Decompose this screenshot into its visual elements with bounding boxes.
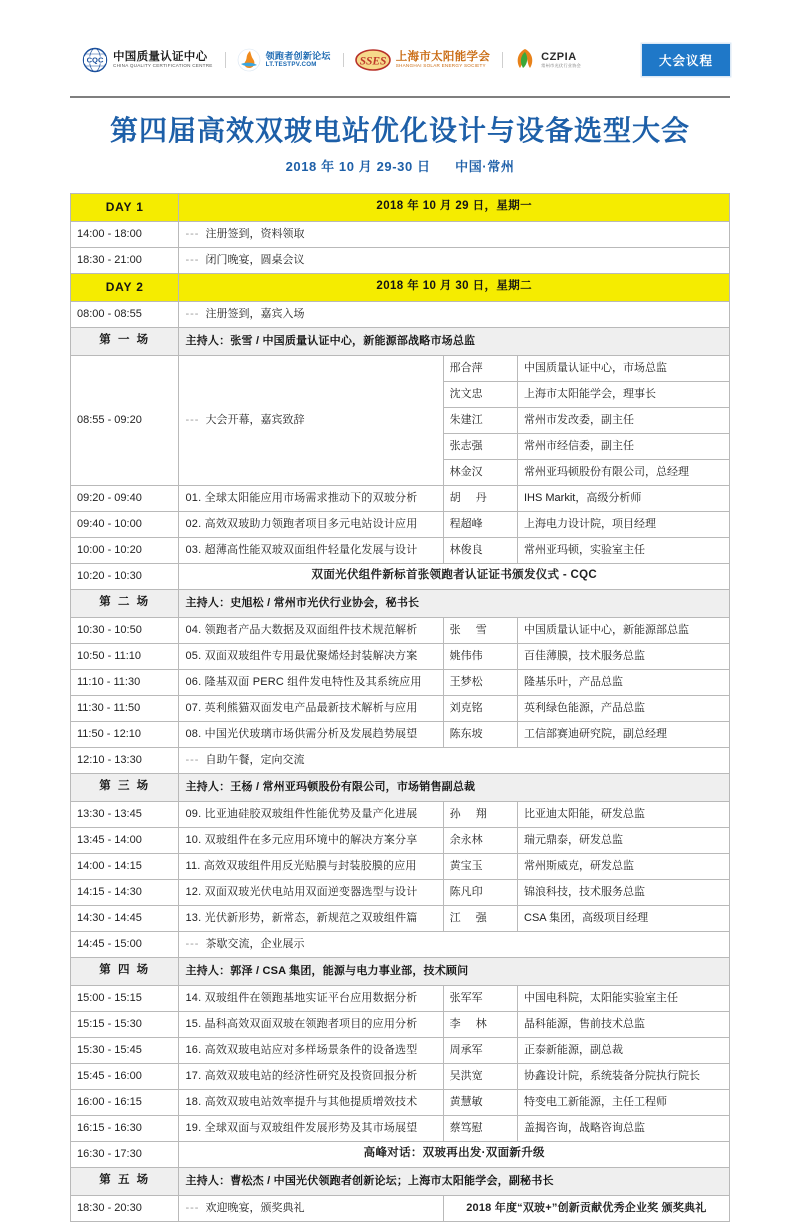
speaker-org: 上海电力设计院，项目经理 [518,511,730,537]
table-row [71,537,730,563]
table-row [71,1089,730,1115]
row-topic-text: 大会开幕，嘉宾致辞 [205,413,305,426]
speaker-name: 黄慧敏 [443,1089,517,1115]
table-row [71,905,730,931]
dash-marker: --- [185,413,200,426]
row-time: 14:30 - 14:45 [71,905,179,931]
sses-emblem-icon [355,49,391,71]
row-topic: 02. 高效双玻助力领跑者项目多元电站设计应用 [179,511,443,537]
session3-label: 第 三 场 [71,773,179,801]
table-row [71,827,730,853]
guest-name: 朱建江 [443,407,517,433]
speaker-name: 吴洪宽 [443,1063,517,1089]
cqc-globe-icon [82,47,108,73]
sponsor-logo-strip [70,47,642,73]
table-row [71,1115,730,1141]
row-time: 16:15 - 16:30 [71,1115,179,1141]
cqc-logo-text [113,51,213,69]
session5-host: 主持人：曹松杰 / 中国光伏领跑者创新论坛；上海市太阳能学会，副秘书长 [179,1167,730,1195]
czpia-leaf-icon [514,48,536,72]
sses-logo-cn: 上海市太阳能学会 [395,51,491,64]
speaker-org: 常州斯威克，研发总监 [518,853,730,879]
row-topic-text: 闭门晚宴，圆桌会议 [205,253,305,266]
flame-leaf-icon [237,48,261,72]
speaker-name: 陈凡印 [443,879,517,905]
day2-date: 2018 年 10 月 30 日，星期二 [179,273,730,301]
guest-org: 常州亚玛顿股份有限公司，总经理 [518,459,730,485]
guest-name: 张志强 [443,433,517,459]
dash-marker: --- [185,307,200,320]
day1-header-row [71,193,730,221]
table-row [71,985,730,1011]
svg-text:SSES: SSES [359,55,387,68]
speaker-org: 晶科能源，售前技术总监 [518,1011,730,1037]
speaker-name: 蔡笃慰 [443,1115,517,1141]
speaker-org: 协鑫设计院，系统装备分院执行院长 [518,1063,730,1089]
row-time: 15:30 - 15:45 [71,1037,179,1063]
row-time: 15:45 - 16:00 [71,1063,179,1089]
table-row [71,801,730,827]
row-topic: 16. 高效双玻电站应对多样场景条件的设备选型 [179,1037,443,1063]
day1-label: DAY 1 [71,193,179,221]
ceremony-text: 双面光伏组件新标首张领跑者认证证书颁发仪式 - CQC [179,563,730,589]
speaker-name: 姚伟伟 [443,643,517,669]
row-time: 15:15 - 15:30 [71,1011,179,1037]
czpia-logo-cn: CZPIA [541,50,577,63]
table-row [71,301,730,327]
speaker-org: 比亚迪太阳能，研发总监 [518,801,730,827]
day2-label: DAY 2 [71,273,179,301]
guest-name: 沈文忠 [443,381,517,407]
dash-marker: --- [185,1201,200,1214]
row-topic: 01. 全球太阳能应用市场需求推动下的双玻分析 [179,485,443,511]
speaker-name: 程超峰 [443,511,517,537]
panel-row [71,1141,730,1167]
row-topic: 04. 领跑者产品大数据及双面组件技术规范解析 [179,617,443,643]
speaker-name: 周承军 [443,1037,517,1063]
lt-testpv-logo-cn: 领跑者创新论坛 [265,50,331,61]
event-date: 2018 年 10 月 29-30 日 [285,158,431,174]
row-topic [179,1195,443,1221]
page-header [70,0,730,88]
row-time: 15:00 - 15:15 [71,985,179,1011]
row-topic [179,355,443,485]
guest-org: 常州市经信委，副主任 [518,433,730,459]
session1-host: 主持人：张雪 / 中国质量认证中心，新能源部战略市场总监 [179,327,730,355]
row-topic [179,221,730,247]
ceremony-row [71,563,730,589]
table-row [71,247,730,273]
guest-org: 上海市太阳能学会，理事长 [518,381,730,407]
cqc-logo-cn: 中国质量认证中心 [113,51,208,64]
row-topic: 19. 全球双面与双玻组件发展形势及其市场展望 [179,1115,443,1141]
closing-row [71,1195,730,1221]
speaker-name: 张 雪 [443,617,517,643]
session2-label: 第 二 场 [71,589,179,617]
row-topic: 11. 高效双玻组件用反光贴膜与封装胶膜的应用 [179,853,443,879]
row-topic: 06. 隆基双面 PERC 组件发电特性及其系统应用 [179,669,443,695]
guest-name: 林金汉 [443,459,517,485]
row-topic: 17. 高效双玻电站的经济性研究及投资回报分析 [179,1063,443,1089]
row-topic: 05. 双面双玻组件专用最优聚烯烃封装解决方案 [179,643,443,669]
table-row [71,853,730,879]
row-time: 13:30 - 13:45 [71,801,179,827]
table-row [71,511,730,537]
row-time: 11:10 - 11:30 [71,669,179,695]
speaker-name: 李 林 [443,1011,517,1037]
speaker-org: 盖揭咨询，战略咨询总监 [518,1115,730,1141]
row-topic: 03. 超薄高性能双玻双面组件轻量化发展与设计 [179,537,443,563]
row-topic: 07. 英利熊猫双面发电产品最新技术解析与应用 [179,695,443,721]
lt-testpv-logo-en: LT.TESTPV.COM [265,60,317,68]
row-topic: 15. 晶科高效双面双玻在领跑者项目的应用分析 [179,1011,443,1037]
row-time: 14:15 - 14:30 [71,879,179,905]
table-row [71,221,730,247]
speaker-name: 黄宝玉 [443,853,517,879]
row-topic: 18. 高效双玻电站效率提升与其他提质增效技术 [179,1089,443,1115]
row-time: 16:00 - 16:15 [71,1089,179,1115]
row-topic-text: 注册签到，资料领取 [205,227,305,240]
row-topic: 10. 双玻组件在多元应用环境中的解决方案分享 [179,827,443,853]
session1-label: 第 一 场 [71,327,179,355]
speaker-org: 工信部赛迪研究院，副总经理 [518,721,730,747]
row-topic-text: 自助午餐，定向交流 [205,753,305,766]
row-topic [179,747,730,773]
table-row [71,1063,730,1089]
speaker-name: 孙 翔 [443,801,517,827]
table-row [71,879,730,905]
dash-marker: --- [185,753,200,766]
dash-marker: --- [185,253,200,266]
czpia-logo-en: 常州市光伏行业协会 [541,63,582,69]
row-topic: 09. 比亚迪硅胶双玻组件性能优势及量产化进展 [179,801,443,827]
agenda-table [70,193,730,1222]
row-time: 18:30 - 21:00 [71,247,179,273]
speaker-org: 常州亚玛顿，实验室主任 [518,537,730,563]
table-row [71,643,730,669]
speaker-org: IHS Markit，高级分析师 [518,485,730,511]
speaker-name: 王梦松 [443,669,517,695]
table-row [71,721,730,747]
table-row [71,695,730,721]
session5-header-row [71,1167,730,1195]
lt-testpv-logo-text [266,52,331,69]
czpia-logo [502,48,593,72]
speaker-org: 正泰新能源，副总裁 [518,1037,730,1063]
row-topic [179,247,730,273]
award-text: 2018 年度“双玻+”创新贡献优秀企业奖 颁奖典礼 [443,1195,729,1221]
cqc-logo-en: CHINA QUALITY CERTIFICATION CENTRE [113,63,213,69]
row-topic-text: 欢迎晚宴，颁奖典礼 [205,1201,305,1214]
speaker-org: 瑞元鼎泰，研发总监 [518,827,730,853]
speaker-name: 张军军 [443,985,517,1011]
row-time: 10:20 - 10:30 [71,563,179,589]
row-time: 11:30 - 11:50 [71,695,179,721]
speaker-org: 锦浪科技，技术服务总监 [518,879,730,905]
speaker-org: 英利绿色能源，产品总监 [518,695,730,721]
row-topic [179,931,730,957]
speaker-name: 余永林 [443,827,517,853]
guest-org: 常州市发改委，副主任 [518,407,730,433]
speaker-name: 胡 丹 [443,485,517,511]
guest-org: 中国质量认证中心，市场总监 [518,355,730,381]
speaker-org: 隆基乐叶，产品总监 [518,669,730,695]
speaker-name: 刘克铭 [443,695,517,721]
table-row [71,1037,730,1063]
row-time: 10:30 - 10:50 [71,617,179,643]
speaker-org: 中国质量认证中心，新能源部总监 [518,617,730,643]
day1-date: 2018 年 10 月 29 日，星期一 [179,193,730,221]
break-row [71,747,730,773]
session2-host: 主持人：史旭松 / 常州市光伏行业协会，秘书长 [179,589,730,617]
row-time: 08:55 - 09:20 [71,355,179,485]
row-time: 10:00 - 10:20 [71,537,179,563]
row-time: 14:45 - 15:00 [71,931,179,957]
cqc-logo [70,47,225,73]
dash-marker: --- [185,937,200,950]
session4-label: 第 四 场 [71,957,179,985]
page-subtitle [70,156,730,175]
dash-marker: --- [185,227,200,240]
sses-logo-text [396,51,490,69]
session2-header-row [71,589,730,617]
agenda-badge: 大会议程 [642,44,730,76]
row-topic: 12. 双面双玻光伏电站用双面逆变器选型与设计 [179,879,443,905]
speaker-org: 中国电科院，太阳能实验室主任 [518,985,730,1011]
break-row [71,931,730,957]
row-time: 12:10 - 13:30 [71,747,179,773]
lt-testpv-logo [225,48,343,72]
speaker-name: 江 强 [443,905,517,931]
row-time: 16:30 - 17:30 [71,1141,179,1167]
row-time: 14:00 - 18:00 [71,221,179,247]
panel-text: 高峰对话：双玻再出发·双面新升级 [179,1141,730,1167]
row-topic [179,301,730,327]
opening-row [71,355,730,381]
session1-header-row [71,327,730,355]
event-location: 中国·常州 [455,158,515,174]
sses-logo [343,49,502,71]
speaker-name: 林俊良 [443,537,517,563]
page-title: 第四届高效双玻电站优化设计与设备选型大会 [109,114,690,147]
speaker-org: 特变电工新能源，主任工程师 [518,1089,730,1115]
day2-header-row [71,273,730,301]
session4-header-row [71,957,730,985]
row-time: 08:00 - 08:55 [71,301,179,327]
speaker-org: CSA 集团，高级项目经理 [518,905,730,931]
row-time: 09:20 - 09:40 [71,485,179,511]
row-topic: 14. 双玻组件在领跑基地实证平台应用数据分析 [179,985,443,1011]
czpia-logo-text [541,52,581,69]
table-row [71,485,730,511]
sses-logo-en: SHANGHAI SOLAR ENERGY SOCIETY [395,63,486,69]
row-time: 18:30 - 20:30 [71,1195,179,1221]
guest-name: 邢合萍 [443,355,517,381]
row-time: 09:40 - 10:00 [71,511,179,537]
row-topic: 13. 光伏新形势，新常态，新规范之双玻组件篇 [179,905,443,931]
row-topic-text: 茶歇交流，企业展示 [205,937,305,950]
table-row [71,617,730,643]
session3-header-row [71,773,730,801]
session3-host: 主持人：王杨 / 常州亚玛顿股份有限公司，市场销售副总裁 [179,773,730,801]
session5-label: 第 五 场 [71,1167,179,1195]
speaker-name: 陈东坡 [443,721,517,747]
title-block [70,98,730,175]
row-topic: 08. 中国光伏玻璃市场供需分析及发展趋势展望 [179,721,443,747]
speaker-org: 百佳薄膜，技术服务总监 [518,643,730,669]
row-time: 13:45 - 14:00 [71,827,179,853]
table-row [71,1011,730,1037]
table-row [71,669,730,695]
session4-host: 主持人：郭泽 / CSA 集团，能源与电力事业部，技术顾问 [179,957,730,985]
svg-text:CQC: CQC [86,55,104,65]
row-time: 11:50 - 12:10 [71,721,179,747]
row-topic-text: 注册签到，嘉宾入场 [205,307,305,320]
row-time: 10:50 - 11:10 [71,643,179,669]
row-time: 14:00 - 14:15 [71,853,179,879]
